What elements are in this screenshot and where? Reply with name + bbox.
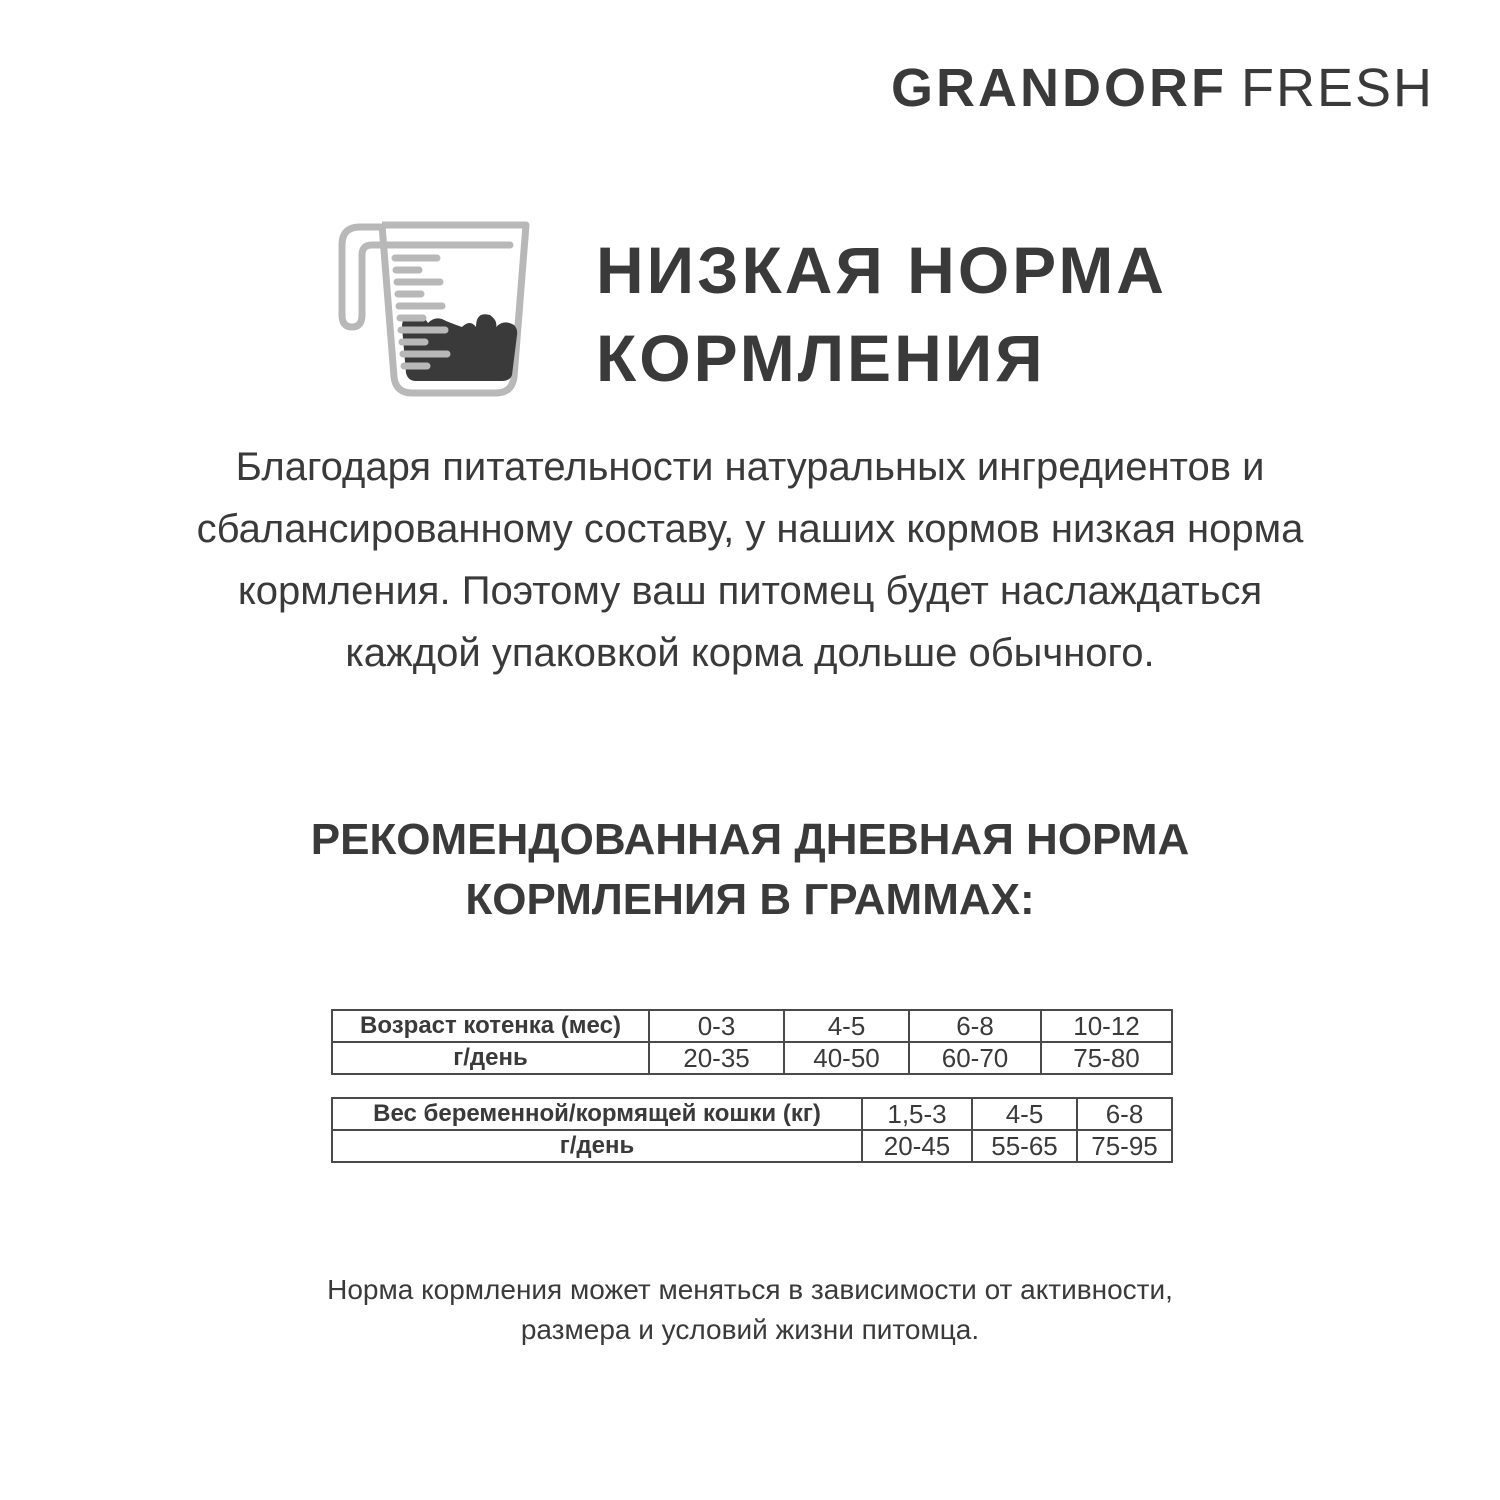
brand-name-bold: GRANDORF bbox=[891, 58, 1227, 118]
intro-line: сбалансированному составу, у наших кормов низкая норма bbox=[196, 507, 1304, 551]
table-cell: 4-5 bbox=[972, 1098, 1077, 1130]
table-header-cell: Возраст котенка (мес) bbox=[332, 1010, 649, 1042]
footnote-line: размера и условий жизни питомца. bbox=[520, 1314, 980, 1345]
table-cell: 60-70 bbox=[909, 1042, 1041, 1074]
measuring-cup-icon bbox=[330, 215, 535, 400]
brand-name-light: FRESH bbox=[1240, 58, 1434, 118]
footnote bbox=[150, 1270, 1350, 1350]
table-row bbox=[332, 1010, 1172, 1042]
section-title bbox=[150, 810, 1350, 930]
table-cell: 20-45 bbox=[862, 1130, 972, 1162]
kitten-feeding-table bbox=[331, 1009, 1173, 1075]
table-cell: 1,5-3 bbox=[862, 1098, 972, 1130]
table-row bbox=[332, 1098, 1172, 1130]
table-cell: 6-8 bbox=[909, 1010, 1041, 1042]
table-cell: 75-95 bbox=[1077, 1130, 1172, 1162]
footnote-line: Норма кормления может меняться в зависимости от активности, bbox=[327, 1274, 1173, 1305]
table-row bbox=[332, 1130, 1172, 1162]
table-row-label: г/день bbox=[332, 1042, 649, 1074]
hero-title-line: КОРМЛЕНИЯ bbox=[596, 321, 1046, 395]
table-cell: 6-8 bbox=[1077, 1098, 1172, 1130]
table-row bbox=[332, 1042, 1172, 1074]
section-title-line: КОРМЛЕНИЯ В ГРАММАХ: bbox=[465, 875, 1035, 924]
table-cell: 20-35 bbox=[649, 1042, 784, 1074]
table-cell: 4-5 bbox=[784, 1010, 909, 1042]
table-cell: 75-80 bbox=[1041, 1042, 1172, 1074]
intro-line: каждой упаковкой корма дольше обычного. bbox=[345, 631, 1155, 675]
brand-logo bbox=[891, 58, 1434, 118]
table-cell: 55-65 bbox=[972, 1130, 1077, 1162]
pregnant-cat-feeding-table bbox=[331, 1097, 1173, 1163]
intro-line: Благодаря питательности натуральных ингредиентов и bbox=[235, 445, 1265, 489]
hero-title bbox=[596, 226, 1167, 402]
table-cell: 40-50 bbox=[784, 1042, 909, 1074]
table-cell: 10-12 bbox=[1041, 1010, 1172, 1042]
intro-paragraph bbox=[90, 436, 1410, 684]
intro-line: кормления. Поэтому ваш питомец будет наслаждаться bbox=[237, 569, 1263, 613]
hero-title-line: НИЗКАЯ НОРМА bbox=[596, 233, 1167, 307]
table-cell: 0-3 bbox=[649, 1010, 784, 1042]
section-title-line: РЕКОМЕНДОВАННАЯ ДНЕВНАЯ НОРМА bbox=[310, 815, 1190, 864]
table-row-label: г/день bbox=[332, 1130, 862, 1162]
table-header-cell: Вес беременной/кормящей кошки (кг) bbox=[332, 1098, 862, 1130]
